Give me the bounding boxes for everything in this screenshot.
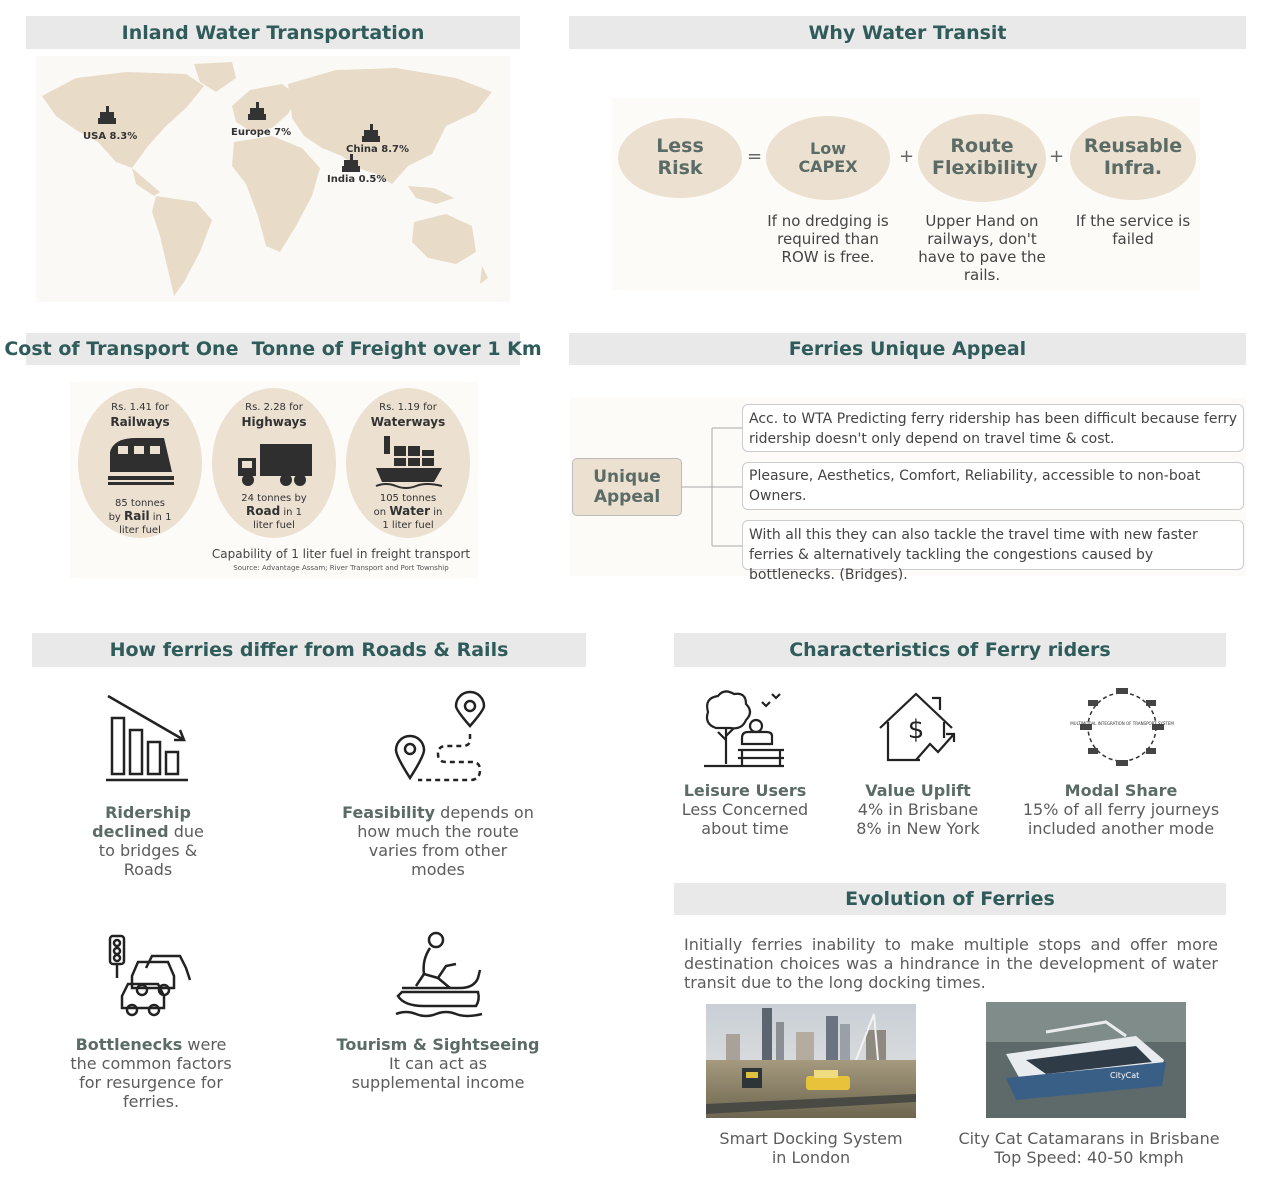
- tourism-rest: It can act as supplemental income: [351, 1054, 525, 1092]
- china-label: China 8.7%: [346, 144, 409, 155]
- rail-cap-line2: [78, 510, 202, 524]
- rail-mode: Railways: [110, 415, 170, 429]
- route-pins-icon: [392, 694, 486, 786]
- road-cap-line2: [212, 505, 336, 519]
- route-flex-oval: [918, 114, 1046, 202]
- low-capex-label: Low CAPEX: [798, 138, 858, 176]
- rail-cap-line3: liter fuel: [119, 525, 161, 536]
- modal-title: Modal Share: [1064, 781, 1178, 800]
- london-caption: [704, 1129, 918, 1167]
- unique-appeal-box: [572, 458, 682, 516]
- water-cap-in: in: [430, 507, 443, 518]
- leisure-desc: Less Concerned about time: [681, 800, 809, 838]
- road-top: [212, 401, 336, 431]
- less-risk-label: Less Risk: [656, 135, 704, 179]
- appeal-connectors: [682, 420, 744, 550]
- road-cap-bold: Road: [245, 504, 281, 518]
- water-cap-line3: 1 liter fuel: [382, 520, 434, 531]
- route-flex-label: Route Flexibility: [932, 135, 1038, 179]
- water-cap-line1: 105 tonnes: [379, 493, 437, 504]
- reusable-oval: [1070, 116, 1196, 200]
- multimodal-ring-text: MULTIMODAL INTEGRATION OF TRANSPORT SYSTEM: [1070, 721, 1174, 726]
- bottlenecks-rest: were the common factors for resurgence for ferries.: [70, 1035, 232, 1111]
- citycat-caption-line2: Top Speed: 40-50 kmph: [994, 1148, 1184, 1167]
- rail-capacity: [78, 497, 202, 537]
- water-price: Rs. 1.19 for: [379, 402, 437, 413]
- reusable-label: Reusable Infra.: [1083, 135, 1183, 179]
- traffic-jam-icon: [106, 932, 194, 1016]
- train-icon: [106, 432, 176, 488]
- appeal-item-1: Acc. to WTA Predicting ferry ridership has been difficult because ferry ridership doesn't only depend on travel time & cost.: [742, 404, 1244, 452]
- water-cap-bold: Water: [389, 504, 431, 518]
- world-map-svg: [36, 56, 510, 302]
- modal-desc: 15% of all ferry journeys included another mode: [1022, 800, 1220, 838]
- citycat-photo: [986, 1002, 1186, 1118]
- jet-ski-rider-icon: [394, 930, 484, 1018]
- rail-cap-line1: 85 tonnes: [115, 498, 165, 509]
- tourism-bold: Tourism & Sightseeing: [336, 1035, 540, 1054]
- bottlenecks-bold: Bottlenecks: [75, 1035, 183, 1054]
- rail-cap-bold: Rail: [124, 509, 150, 523]
- inland-title: Inland Water Transportation: [121, 21, 425, 44]
- usa-label: USA 8.3%: [83, 131, 138, 142]
- road-cap-in: in 1: [280, 507, 302, 518]
- citycat-caption: [950, 1129, 1228, 1167]
- road-capacity: [212, 492, 336, 532]
- water-capacity: [346, 492, 470, 532]
- world-map: [36, 56, 510, 302]
- unique-appeal-label: Unique Appeal: [593, 467, 661, 507]
- riders-title: Characteristics of Ferry riders: [789, 639, 1111, 661]
- water-cap-on: on: [373, 507, 390, 518]
- feasibility-rest: depends on how much the route varies from other modes: [357, 803, 534, 879]
- truck-icon: [236, 442, 314, 488]
- inland-header: [26, 16, 520, 49]
- differ-header: [32, 633, 586, 667]
- london-caption-line1: Smart Docking System: [719, 1129, 903, 1148]
- rail-cap-in: in 1: [149, 512, 172, 523]
- ridership-text: [82, 803, 214, 879]
- route-desc: Upper Hand on railways, don't have to pave the rails.: [918, 212, 1046, 284]
- feasibility-text: [340, 803, 536, 879]
- cost-header: [4, 333, 542, 365]
- value-line2: 8% in New York: [856, 819, 980, 838]
- citycat-caption-line1: City Cat Catamarans in Brisbane: [958, 1129, 1220, 1148]
- less-risk-oval: [618, 118, 742, 198]
- evolution-text: Initially ferries inability to make multiple stops and offer more destination choices was a hindrance in the development of water transit due to the long docking times.: [684, 935, 1218, 992]
- low-capex-oval: [766, 116, 890, 200]
- capex-desc: If no dredging is required than ROW is free.: [767, 212, 889, 266]
- europe-label: Europe 7%: [231, 127, 292, 138]
- leisure-park-icon: [702, 688, 786, 770]
- cost-source: Source: Advantage Assam; River Transport and Port Township: [233, 564, 449, 572]
- reuse-desc: If the service is failed: [1075, 212, 1191, 248]
- bottlenecks-text: [66, 1035, 236, 1111]
- appeal-item-3: With all this they can also tackle the travel time with new faster ferries & alternatively tackling the congestions caused by bottlenecks. (Bridges).: [742, 520, 1244, 570]
- differ-title: How ferries differ from Roads & Rails: [109, 639, 509, 661]
- value-house-icon: [876, 688, 960, 770]
- road-cap-line1: 24 tonnes by: [241, 493, 307, 504]
- why-header: [569, 16, 1246, 49]
- value-line1: 4% in Brisbane: [857, 800, 979, 819]
- appeal-title: Ferries Unique Appeal: [788, 338, 1027, 360]
- india-label: India 0.5%: [327, 174, 387, 185]
- declining-chart-icon: [104, 694, 190, 786]
- appeal-item-2: Pleasure, Aesthetics, Comfort, Reliability, accessible to non-boat Owners.: [742, 462, 1244, 510]
- cost-title: Cost of Transport One Tonne of Freight over 1 Km: [4, 338, 542, 360]
- rail-top: [78, 401, 202, 431]
- water-top: [346, 401, 470, 431]
- rail-price: Rs. 1.41 for: [111, 402, 169, 413]
- multimodal-ring-icon: [1070, 682, 1174, 772]
- plus-sign-1: +: [899, 146, 915, 167]
- tourism-text: [336, 1035, 540, 1092]
- water-cap-line2: [346, 505, 470, 519]
- value-text: [848, 781, 988, 838]
- appeal-header: [569, 333, 1246, 365]
- ridership-bold: Ridership declined: [92, 803, 191, 841]
- road-cap-line3: liter fuel: [253, 520, 295, 531]
- cargo-ship-icon: [374, 432, 444, 490]
- value-title: Value Uplift: [865, 781, 971, 800]
- riders-header: [674, 633, 1226, 667]
- why-title: Why Water Transit: [808, 21, 1007, 44]
- capability-caption: Capability of 1 liter fuel in freight transport: [211, 547, 471, 561]
- ridership-rest: due to bridges & Roads: [98, 822, 204, 879]
- road-price: Rs. 2.28 for: [245, 402, 303, 413]
- leisure-text: [674, 781, 816, 838]
- evolution-header: [674, 883, 1226, 915]
- leisure-title: Leisure Users: [683, 781, 807, 800]
- modal-text: [1012, 781, 1230, 838]
- london-caption-line2: in London: [771, 1148, 851, 1167]
- feasibility-bold: Feasibility: [342, 803, 436, 822]
- svg-text:$: $: [907, 715, 925, 745]
- evolution-title: Evolution of Ferries: [845, 888, 1055, 910]
- plus-sign-2: +: [1049, 146, 1065, 167]
- equals-sign: =: [747, 146, 763, 167]
- water-mode: Waterways: [370, 415, 446, 429]
- road-mode: Highways: [241, 415, 307, 429]
- rail-cap-by: by: [108, 512, 125, 523]
- london-docking-photo: [706, 1004, 916, 1118]
- citycat-hull-text: CityCat: [1110, 1071, 1140, 1080]
